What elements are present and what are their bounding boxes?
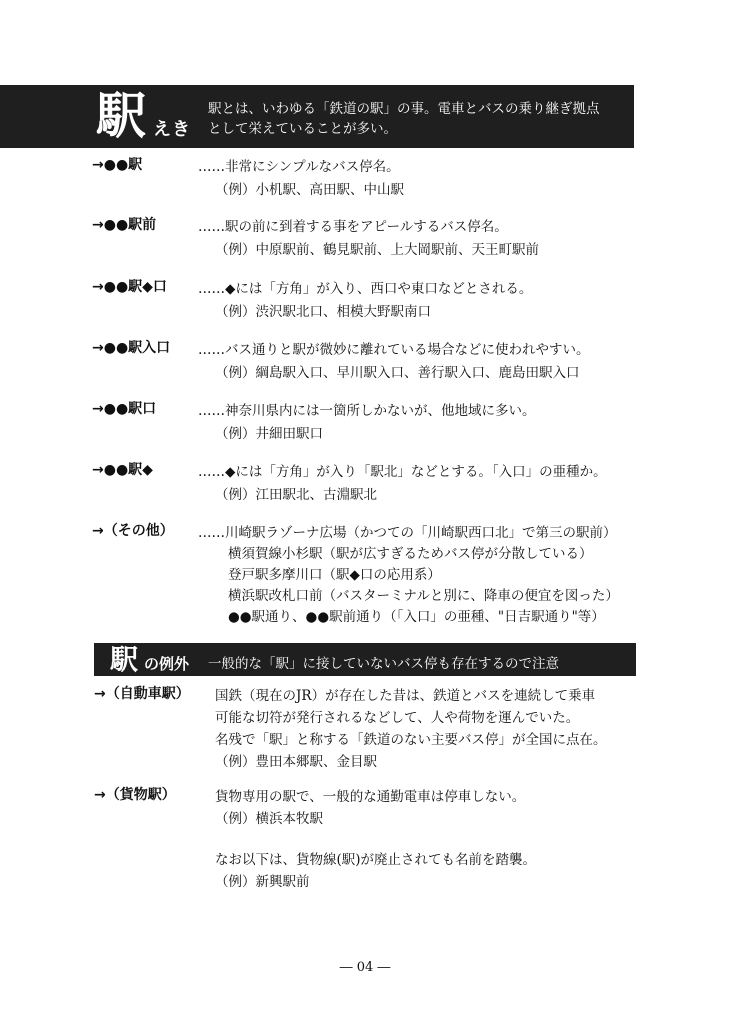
header-reading: えき bbox=[153, 119, 191, 140]
exception-line: 可能な切符が発行されるなどして、人や荷物を運んでいた。 bbox=[215, 710, 580, 726]
header-desc-line: 駅とは、いわゆる「鉄道の駅」の事。電車とバスの乗り継ぎ拠点 bbox=[208, 101, 600, 117]
other-label: →（その他） bbox=[92, 523, 174, 539]
entry-example: （例）綱島駅入口、早川駅入口、善行駅入口、鹿島田駅入口 bbox=[215, 365, 580, 381]
entry-example: （例）江田駅北、古淵駅北 bbox=[215, 487, 377, 503]
other-line: 横須賀線小杉駅（駅が広すぎるためバス停が分散している） bbox=[228, 546, 593, 562]
exceptions-kanji: 駅 bbox=[110, 643, 139, 676]
entry-text: ……神奈川県内には一箇所しかないが、他地域に多い。 bbox=[198, 403, 536, 419]
entry-text: ……◆には「方角」が入り「駅北」などとする。「入口」の亜種か。 bbox=[198, 464, 607, 480]
exception-line: 名残で「駅」と称する「鉄道のない主要バス停」が全国に点在。 bbox=[215, 732, 607, 748]
exception-line: （例）横浜本牧駅 bbox=[215, 811, 323, 827]
entry-text: ……非常にシンプルなバス停名。 bbox=[198, 159, 400, 175]
exceptions-subtitle: の例外 bbox=[144, 655, 190, 673]
other-first-line: ……川崎駅ラゾーナ広場（かつての「川崎駅西口北」で第三の駅前） bbox=[198, 525, 617, 541]
entry-label: →●●駅入口 bbox=[92, 340, 171, 356]
exception-label: →（自動車駅） bbox=[94, 686, 190, 702]
exception-line: 国鉄（現在のJR）が存在した昔は、鉄道とバスを連続して乗車 bbox=[215, 688, 596, 704]
entry-label: →●●駅口 bbox=[92, 401, 157, 417]
entry-label: →●●駅◆ bbox=[92, 462, 153, 478]
extra-note-line: （例）新興駅前 bbox=[215, 874, 310, 890]
section-header-exceptions bbox=[94, 643, 636, 676]
entry-example: （例）渋沢駅北口、相模大野駅南口 bbox=[215, 304, 431, 320]
entry-text: ……バス通りと駅が微妙に離れている場合などに使われやすい。 bbox=[198, 342, 590, 358]
entry-example: （例）中原駅前、鶴見駅前、上大岡駅前、天王町駅前 bbox=[215, 242, 539, 258]
exception-label: →（貨物駅） bbox=[94, 787, 176, 803]
entry-example: （例）井細田駅口 bbox=[215, 426, 323, 442]
page-number: ― 04 ― bbox=[339, 960, 391, 975]
other-line: 登戸駅多摩川口（駅◆口の応用系） bbox=[228, 567, 441, 583]
other-line: ●●駅通り、●●駅前通り（「入口」の亜種、"日吉駅通り"等） bbox=[228, 609, 605, 625]
entry-label: →●●駅前 bbox=[92, 217, 157, 233]
header-description bbox=[208, 99, 600, 139]
exception-line: 貨物専用の駅で、一般的な通勤電車は停車しない。 bbox=[215, 789, 526, 805]
exception-line: （例）豊田本郷駅、金目駅 bbox=[215, 754, 377, 770]
other-line: 横浜駅改札口前（バスターミナルと別に、降車の便宜を図った） bbox=[228, 588, 619, 604]
extra-note-line: なお以下は、貨物線(駅)が廃止されても名前を踏襲。 bbox=[215, 852, 537, 868]
header-desc-line: として栄えていることが多い。 bbox=[208, 121, 397, 137]
entry-label: →●●駅 bbox=[92, 157, 143, 173]
exceptions-description: 一般的な「駅」に接していないバス停も存在するので注意 bbox=[208, 656, 559, 672]
entry-text: ……駅の前に到着する事をアピールするバス停名。 bbox=[198, 219, 508, 235]
header-kanji: 駅 bbox=[96, 87, 146, 145]
entry-label: →●●駅◆口 bbox=[92, 279, 167, 295]
entry-example: （例）小机駅、高田駅、中山駅 bbox=[215, 182, 404, 198]
section-header-eki bbox=[0, 85, 634, 148]
entry-text: ……◆には「方角」が入り、西口や東口などとされる。 bbox=[198, 281, 533, 297]
